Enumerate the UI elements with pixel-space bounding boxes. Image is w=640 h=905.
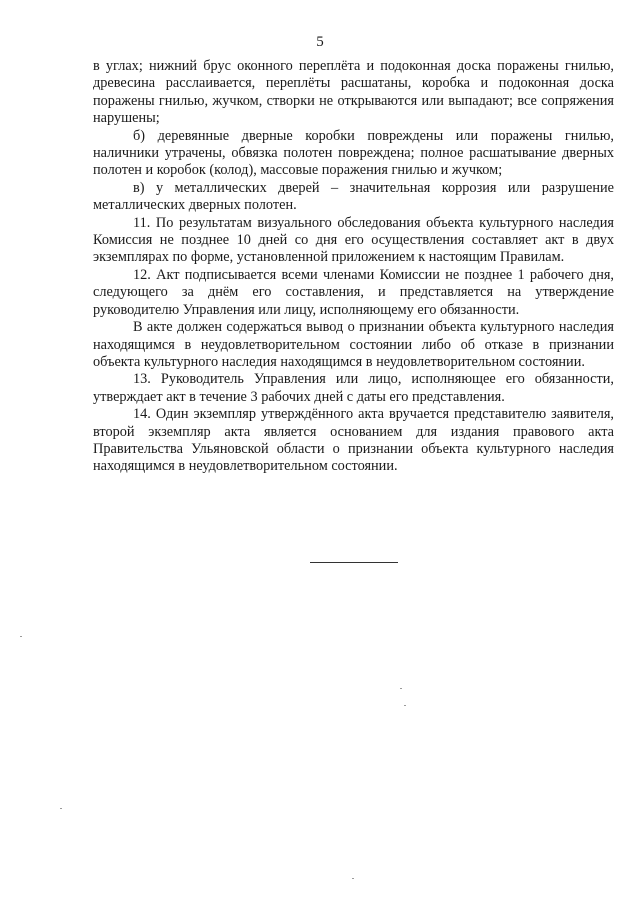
paragraph-item-v: в) у металлических дверей – значительная коррозия или разрушение металлических дверных полотен. [93, 179, 614, 214]
paragraph-12: 12. Акт подписывается всеми членами Комиссии не позднее 1 рабочего дня, следующего за днём его составления, и представляется на утверждение руководителю Управления или лицу, исполняющему его обязанности. [93, 266, 614, 318]
paragraph-window-defects-continued: в углах; нижний брус оконного переплёта и подоконная доска поражены гнилью, древесина расслаивается, переплёты расшатаны, коробка и подоконная доска поражены гнилью, жучком, створки не открываются или выпадают; все сопряжения нарушены; [93, 58, 614, 127]
scan-speck [400, 688, 402, 689]
document-body [93, 58, 614, 476]
scan-speck [404, 705, 406, 706]
paragraph-13: 13. Руководитель Управления или лицо, исполняющее его обязанности, утверждает акт в течение 3 рабочих дней с даты его представления. [93, 371, 614, 405]
paragraph-11: 11. По результатам визуального обследования объекта культурного наследия Комиссия не позднее 10 дней со дня его осуществления составляет акт в двух экземплярах по форме, установленной приложением к настоящим Правилам. [93, 214, 614, 266]
page-number: 5 [316, 34, 324, 50]
scan-speck [352, 878, 354, 879]
end-of-text-rule [310, 562, 398, 563]
paragraph-item-b: б) деревянные дверные коробки повреждены или поражены гнилью, наличники утрачены, обвязка полотен повреждена; полное расшатывание дверных полотен и коробок (колод), массовые поражения гнилью и жучком; [93, 127, 614, 179]
scan-speck [20, 636, 22, 637]
paragraph-act-conclusion: В акте должен содержаться вывод о признании объекта культурного наследия находящимся в неудовлетворительном состоянии либо об отказе в признании объекта культурного наследия находящимся в неудовлетворительном состоянии. [93, 319, 614, 370]
paragraph-14: 14. Один экземпляр утверждённого акта вручается представителю заявителя, второй экземпляр акта является основанием для издания правового акта Правительства Ульяновской области о признании объекта культурного наследия находящимся в неудовлетворительном состоянии. [93, 406, 614, 475]
scan-speck [60, 808, 62, 809]
